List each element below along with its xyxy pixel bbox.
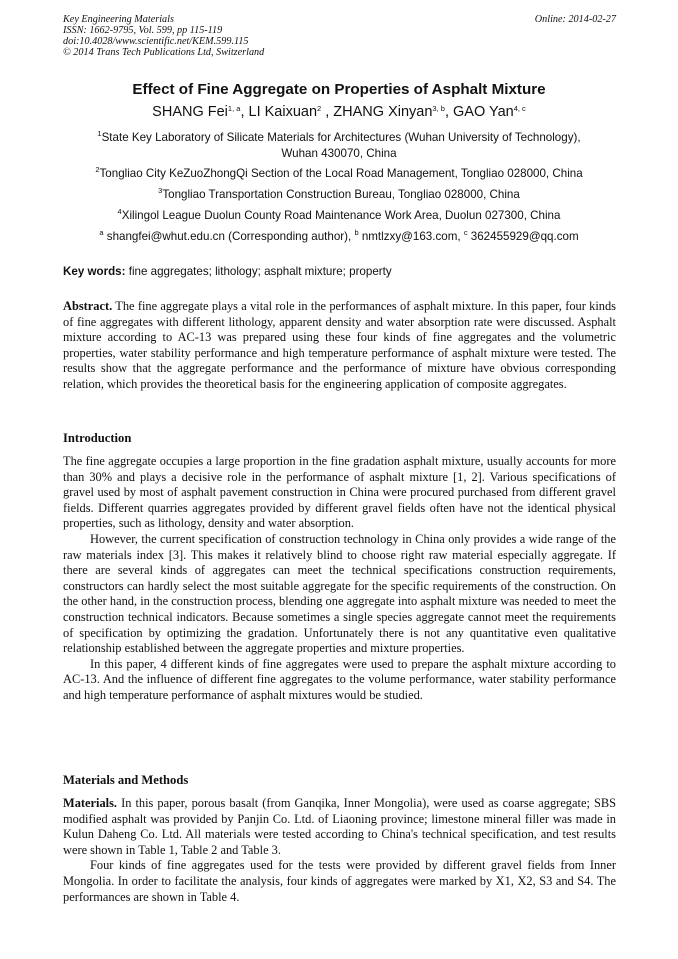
email-text: shangfei@whut.edu.cn (Corresponding author), [103, 230, 355, 243]
paragraph: The fine aggregate occupies a large proportion in the fine gradation asphalt mixture, usually accounts for more than 30% and plays a decisive role in the performance of asphalt mixture [1, 2]. Various specifications of gravel used by most of asphalt pavement construction in China were procured purchased from different gravel fields. Different quarries aggregates provided by different gravel fields often have not the identical physical properties, such as lithology, density and water absorption. [63, 454, 616, 531]
email-text: nmtlzxy@163.com, [358, 230, 464, 243]
methods-body [63, 796, 616, 905]
abstract [63, 299, 616, 393]
affiliation-superscript: 1 [97, 129, 102, 138]
paragraph: Four kinds of fine aggregates used for the tests were provided by different gravel fields from Inner Mongolia. In order to facilitate the analysis, four kinds of aggregates were marked by X1, X2, S3 and S4. The performances are shown in Table 4. [63, 858, 616, 904]
email-line [60, 229, 618, 245]
email-text: 362455929@qq.com [467, 230, 579, 243]
online-date: Online: 2014-02-27 [534, 14, 616, 25]
journal-name: Key Engineering Materials [63, 14, 174, 25]
author-separator: , [444, 104, 453, 120]
paper-title: Effect of Fine Aggregate on Properties of Asphalt Mixture [132, 81, 546, 98]
section-heading-materials-methods: Materials and Methods [63, 773, 189, 787]
paragraph: In this paper, porous basalt (from Ganqika, Inner Mongolia), were used as coarse aggregate; SBS modified asphalt was provided by Panjin Co. Ltd. of Liaoning province; limestone mineral filler was made in Kulun Daheng Co. Ltd. All materials were tested according to China's technical specification, and test results were shown in Table 1, Table 2 and Table 3. [63, 796, 616, 857]
keywords-label: Key words: [63, 265, 126, 278]
author-separator: , [240, 104, 249, 120]
affiliation-text: Wuhan 430070, China [281, 147, 397, 160]
keywords-text: fine aggregates; lithology; asphalt mixture; property [125, 265, 392, 278]
email-superscript: c [463, 228, 468, 237]
author-superscript: 1, a [227, 104, 241, 113]
affiliation-3 [60, 187, 618, 203]
affiliation-superscript: 4 [117, 207, 122, 216]
affiliation-text: Xilingol League Duolun County Road Maintenance Work Area, Duolun 027300, China [121, 209, 561, 222]
author-name: GAO Yan [453, 104, 514, 120]
email-superscript: a [99, 228, 104, 237]
author-name: LI Kaixuan [248, 104, 318, 120]
paragraph: However, the current specification of construction technology in China only provides a wide range of the raw materials index [3]. This makes it relatively blind to choose right raw material especially aggregate. If there are several kinds of aggregates can meet the technical specifications construction requirements, constructors can hardly select the most suitable aggregate for the specific requirements of the construction. On the other hand, in the construction process, blending one aggregate into asphalt mixture was needed to meet the construction technical indicators. Because sometimes a single species aggregate cannot meet the requirements of specification by optimizing the gradation. Unfortunately there is not any quantitative even qualitative relationship established between the aggregate properties and mixture properties. [63, 531, 616, 656]
affiliation-4 [60, 208, 618, 224]
author-superscript: 2 [317, 104, 322, 113]
doi-line: doi:10.4028/www.scientific.net/KEM.599.115 [63, 36, 249, 47]
issn-line: ISSN: 1662-9795, Vol. 599, pp 115-119 [63, 25, 223, 36]
affiliation-text: Tongliao City KeZuoZhongQi Section of the Local Road Management, Tongliao 028000, China [99, 167, 583, 180]
copyright-line: © 2014 Trans Tech Publications Ltd, Switzerland [63, 47, 265, 58]
affiliation-text: Tongliao Transportation Construction Bureau, Tongliao 028000, China [162, 188, 520, 201]
affiliation-superscript: 2 [95, 165, 100, 174]
introduction-body [63, 454, 616, 704]
author-superscript: 3, b [432, 104, 445, 113]
abstract-text: The fine aggregate plays a vital role in the performances of asphalt mixture. In this paper, four kinds of fine aggregates with different lithology, apparent density and water absorption rate were discussed. Asphalt mixture according to AC-13 was prepared using these four kinds of fine aggregates and the volumetric properties, water stability performance and high temperature performance of asphalt mixture were tested. The results show that the aggregate performance and the performance of mixture have obvious corresponding relation, which provides the theoretical basis for the engineering application of composite aggregates. [63, 299, 616, 391]
journal-header [63, 14, 616, 58]
affiliation-text: State Key Laboratory of Silicate Materials for Architectures (Wuhan University of Technology), [101, 131, 581, 144]
paragraph: In this paper, 4 different kinds of fine aggregates were used to prepare the asphalt mixture according to AC-13. And the influence of different fine aggregates to the volume performance, water stability performance and high temperature performance of asphalt mixtures would be studied. [63, 656, 616, 702]
email-superscript: b [354, 228, 359, 237]
affiliation-superscript: 3 [158, 186, 163, 195]
materials-label: Materials. [63, 796, 118, 810]
section-heading-introduction: Introduction [63, 431, 132, 445]
author-name: SHANG Fei [152, 104, 228, 120]
abstract-label: Abstract. [63, 299, 113, 313]
author-separator: , [321, 104, 334, 120]
author-superscript: 4, c [513, 104, 526, 113]
author-name: ZHANG Xinyan [333, 104, 433, 120]
affiliation-2 [60, 166, 618, 182]
author-list [40, 104, 638, 120]
keywords [63, 265, 616, 278]
affiliation-1 [60, 130, 618, 162]
